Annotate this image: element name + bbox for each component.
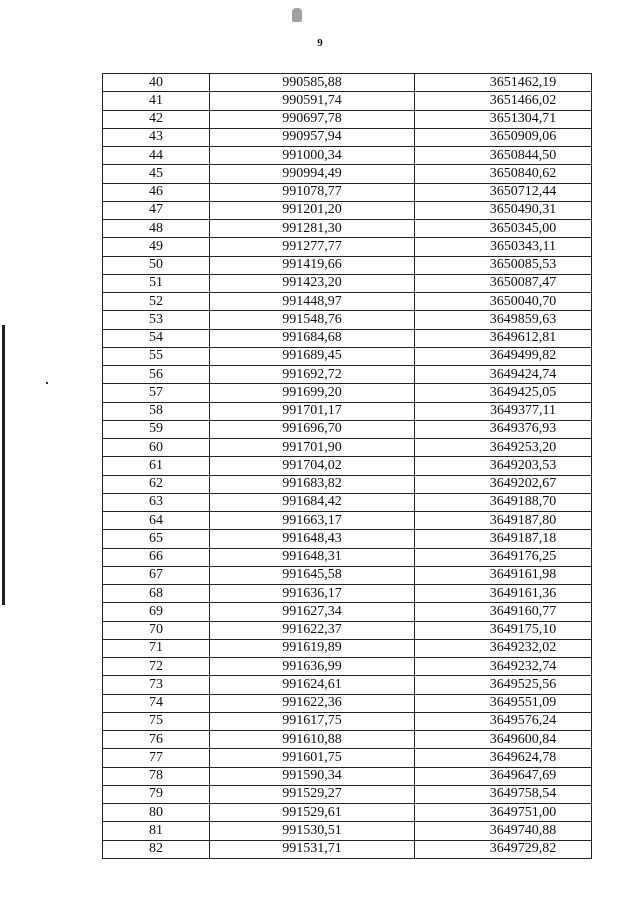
y-coordinate-cell bbox=[415, 530, 592, 548]
point-number-cell: 52 bbox=[103, 293, 210, 311]
table-row bbox=[103, 566, 592, 584]
y-coordinate-cell bbox=[415, 165, 592, 183]
y-coordinate-value: 3649525,56 bbox=[489, 676, 557, 692]
x-coordinate-cell: 991627,34 bbox=[210, 603, 415, 621]
point-number-cell: 81 bbox=[103, 822, 210, 840]
y-coordinate-value: 3649377,11 bbox=[490, 403, 556, 419]
y-coordinate-value: 3651466,02 bbox=[489, 92, 557, 108]
y-coordinate-value: 3650040,70 bbox=[489, 293, 557, 309]
y-coordinate-value: 3649187,80 bbox=[489, 512, 557, 528]
page-number: 9 bbox=[317, 37, 323, 49]
y-coordinate-value: 3649647,69 bbox=[489, 768, 557, 784]
x-coordinate-cell: 991423,20 bbox=[210, 274, 415, 292]
y-coordinate-cell bbox=[415, 639, 592, 657]
x-coordinate-cell: 991622,37 bbox=[210, 621, 415, 639]
y-coordinate-value: 3649202,67 bbox=[489, 476, 557, 492]
point-number-cell: 49 bbox=[103, 238, 210, 256]
table-row bbox=[103, 439, 592, 457]
y-coordinate-cell bbox=[415, 329, 592, 347]
table-row bbox=[103, 366, 592, 384]
point-number-cell: 82 bbox=[103, 840, 210, 858]
point-number-cell: 61 bbox=[103, 457, 210, 475]
x-coordinate-cell: 990957,94 bbox=[210, 128, 415, 146]
table-row bbox=[103, 658, 592, 676]
point-number-cell: 71 bbox=[103, 639, 210, 657]
y-coordinate-value: 3649425,05 bbox=[489, 384, 557, 400]
point-number-cell: 62 bbox=[103, 475, 210, 493]
y-coordinate-cell bbox=[415, 366, 592, 384]
point-number-cell: 57 bbox=[103, 384, 210, 402]
x-coordinate-cell: 991704,02 bbox=[210, 457, 415, 475]
y-coordinate-cell bbox=[415, 676, 592, 694]
y-coordinate-cell bbox=[415, 566, 592, 584]
x-coordinate-cell: 991530,51 bbox=[210, 822, 415, 840]
y-coordinate-cell bbox=[415, 220, 592, 238]
point-number-cell: 66 bbox=[103, 548, 210, 566]
y-coordinate-value: 3649729,82 bbox=[489, 841, 557, 857]
point-number-cell: 58 bbox=[103, 402, 210, 420]
table-row bbox=[103, 639, 592, 657]
table-row bbox=[103, 256, 592, 274]
scan-edge-bar bbox=[2, 325, 5, 605]
x-coordinate-cell: 991590,34 bbox=[210, 767, 415, 785]
table-row bbox=[103, 676, 592, 694]
y-coordinate-value: 3649188,70 bbox=[489, 494, 557, 510]
y-coordinate-cell bbox=[415, 603, 592, 621]
y-coordinate-value: 3649187,18 bbox=[489, 530, 557, 546]
table-row bbox=[103, 475, 592, 493]
x-coordinate-cell: 991684,42 bbox=[210, 493, 415, 511]
table-row bbox=[103, 457, 592, 475]
y-coordinate-cell bbox=[415, 731, 592, 749]
scan-artifact-mark bbox=[292, 8, 302, 22]
point-number-cell: 41 bbox=[103, 92, 210, 110]
y-coordinate-value: 3649740,88 bbox=[489, 822, 557, 838]
y-coordinate-value: 3650840,62 bbox=[489, 165, 557, 181]
point-number-cell: 72 bbox=[103, 658, 210, 676]
table-row bbox=[103, 329, 592, 347]
y-coordinate-cell bbox=[415, 804, 592, 822]
y-coordinate-cell bbox=[415, 311, 592, 329]
table-row bbox=[103, 785, 592, 803]
y-coordinate-cell bbox=[415, 293, 592, 311]
point-number-cell: 79 bbox=[103, 785, 210, 803]
x-coordinate-cell: 991601,75 bbox=[210, 749, 415, 767]
y-coordinate-cell bbox=[415, 785, 592, 803]
point-number-cell: 46 bbox=[103, 183, 210, 201]
x-coordinate-cell: 991448,97 bbox=[210, 293, 415, 311]
y-coordinate-value: 3650844,50 bbox=[489, 147, 557, 163]
point-number-cell: 68 bbox=[103, 585, 210, 603]
point-number-cell: 53 bbox=[103, 311, 210, 329]
y-coordinate-value: 3649576,24 bbox=[489, 713, 557, 729]
y-coordinate-value: 3650712,44 bbox=[489, 184, 557, 200]
x-coordinate-cell: 991683,82 bbox=[210, 475, 415, 493]
table-row bbox=[103, 731, 592, 749]
y-coordinate-value: 3649859,63 bbox=[489, 311, 557, 327]
x-coordinate-cell: 991619,89 bbox=[210, 639, 415, 657]
x-coordinate-cell: 991078,77 bbox=[210, 183, 415, 201]
y-coordinate-cell bbox=[415, 420, 592, 438]
point-number-cell: 47 bbox=[103, 201, 210, 219]
y-coordinate-cell bbox=[415, 475, 592, 493]
table-row bbox=[103, 183, 592, 201]
y-coordinate-value: 3649161,36 bbox=[489, 585, 557, 601]
y-coordinate-value: 3650909,06 bbox=[489, 129, 557, 145]
y-coordinate-cell bbox=[415, 658, 592, 676]
x-coordinate-cell: 991531,71 bbox=[210, 840, 415, 858]
point-number-cell: 60 bbox=[103, 439, 210, 457]
y-coordinate-cell bbox=[415, 402, 592, 420]
x-coordinate-cell: 990994,49 bbox=[210, 165, 415, 183]
table-row bbox=[103, 92, 592, 110]
x-coordinate-cell: 991529,61 bbox=[210, 804, 415, 822]
y-coordinate-cell bbox=[415, 840, 592, 858]
y-coordinate-cell bbox=[415, 585, 592, 603]
point-number-cell: 40 bbox=[103, 74, 210, 92]
table-row bbox=[103, 712, 592, 730]
y-coordinate-value: 3649758,54 bbox=[489, 786, 557, 802]
y-coordinate-cell bbox=[415, 493, 592, 511]
table-row bbox=[103, 840, 592, 858]
y-coordinate-cell bbox=[415, 92, 592, 110]
y-coordinate-cell bbox=[415, 822, 592, 840]
table-row bbox=[103, 274, 592, 292]
table-row bbox=[103, 128, 592, 146]
y-coordinate-cell bbox=[415, 347, 592, 365]
point-number-cell: 43 bbox=[103, 128, 210, 146]
table-row bbox=[103, 822, 592, 840]
x-coordinate-cell: 991645,58 bbox=[210, 566, 415, 584]
y-coordinate-value: 3649232,74 bbox=[489, 658, 557, 674]
point-number-cell: 44 bbox=[103, 147, 210, 165]
x-coordinate-cell: 991696,70 bbox=[210, 420, 415, 438]
x-coordinate-cell: 991419,66 bbox=[210, 256, 415, 274]
y-coordinate-cell bbox=[415, 147, 592, 165]
y-coordinate-value: 3649551,09 bbox=[489, 695, 557, 711]
point-number-cell: 64 bbox=[103, 512, 210, 530]
table-row bbox=[103, 293, 592, 311]
point-number-cell: 63 bbox=[103, 493, 210, 511]
y-coordinate-cell bbox=[415, 621, 592, 639]
x-coordinate-cell: 991699,20 bbox=[210, 384, 415, 402]
table-row bbox=[103, 384, 592, 402]
table-row bbox=[103, 147, 592, 165]
table-row bbox=[103, 512, 592, 530]
point-number-cell: 50 bbox=[103, 256, 210, 274]
y-coordinate-value: 3650345,00 bbox=[489, 220, 557, 236]
x-coordinate-cell: 991684,68 bbox=[210, 329, 415, 347]
point-number-cell: 42 bbox=[103, 110, 210, 128]
x-coordinate-cell: 991648,31 bbox=[210, 548, 415, 566]
table-row bbox=[103, 493, 592, 511]
coordinates-table-body bbox=[103, 74, 592, 859]
point-number-cell: 59 bbox=[103, 420, 210, 438]
table-row bbox=[103, 165, 592, 183]
y-coordinate-cell bbox=[415, 384, 592, 402]
y-coordinate-cell bbox=[415, 183, 592, 201]
table-row bbox=[103, 201, 592, 219]
table-row bbox=[103, 220, 592, 238]
y-coordinate-value: 3650085,53 bbox=[489, 257, 557, 273]
x-coordinate-cell: 991000,34 bbox=[210, 147, 415, 165]
point-number-cell: 75 bbox=[103, 712, 210, 730]
y-coordinate-value: 3649751,00 bbox=[489, 804, 557, 820]
y-coordinate-value: 3650343,11 bbox=[490, 238, 556, 254]
y-coordinate-value: 3649232,02 bbox=[489, 640, 557, 656]
y-coordinate-cell bbox=[415, 74, 592, 92]
table-row bbox=[103, 238, 592, 256]
y-coordinate-value: 3649175,10 bbox=[489, 622, 557, 638]
x-coordinate-cell: 991701,17 bbox=[210, 402, 415, 420]
y-coordinate-value: 3649612,81 bbox=[489, 330, 557, 346]
table-row bbox=[103, 767, 592, 785]
x-coordinate-cell: 991636,17 bbox=[210, 585, 415, 603]
y-coordinate-value: 3649160,77 bbox=[489, 603, 557, 619]
y-coordinate-cell bbox=[415, 694, 592, 712]
y-coordinate-value: 3649600,84 bbox=[489, 731, 557, 747]
y-coordinate-cell bbox=[415, 238, 592, 256]
y-coordinate-value: 3649376,93 bbox=[489, 421, 557, 437]
y-coordinate-value: 3651304,71 bbox=[489, 111, 557, 127]
point-number-cell: 78 bbox=[103, 767, 210, 785]
y-coordinate-cell bbox=[415, 256, 592, 274]
table-row bbox=[103, 603, 592, 621]
point-number-cell: 74 bbox=[103, 694, 210, 712]
y-coordinate-cell bbox=[415, 767, 592, 785]
table-row bbox=[103, 749, 592, 767]
table-row bbox=[103, 804, 592, 822]
point-number-cell: 80 bbox=[103, 804, 210, 822]
point-number-cell: 70 bbox=[103, 621, 210, 639]
x-coordinate-cell: 991617,75 bbox=[210, 712, 415, 730]
point-number-cell: 45 bbox=[103, 165, 210, 183]
table-row bbox=[103, 621, 592, 639]
point-number-cell: 67 bbox=[103, 566, 210, 584]
x-coordinate-cell: 991648,43 bbox=[210, 530, 415, 548]
y-coordinate-cell bbox=[415, 110, 592, 128]
point-number-cell: 76 bbox=[103, 731, 210, 749]
y-coordinate-value: 3651462,19 bbox=[489, 74, 557, 90]
y-coordinate-cell bbox=[415, 274, 592, 292]
y-coordinate-value: 3649161,98 bbox=[489, 567, 557, 583]
x-coordinate-cell: 991610,88 bbox=[210, 731, 415, 749]
y-coordinate-value: 3649203,53 bbox=[489, 457, 557, 473]
table-row bbox=[103, 402, 592, 420]
point-number-cell: 48 bbox=[103, 220, 210, 238]
y-coordinate-cell bbox=[415, 712, 592, 730]
table-row bbox=[103, 585, 592, 603]
y-coordinate-value: 3649624,78 bbox=[489, 749, 557, 765]
y-coordinate-value: 3649176,25 bbox=[489, 549, 557, 565]
point-number-cell: 77 bbox=[103, 749, 210, 767]
point-number-cell: 73 bbox=[103, 676, 210, 694]
point-number-cell: 54 bbox=[103, 329, 210, 347]
y-coordinate-cell bbox=[415, 457, 592, 475]
table-row bbox=[103, 694, 592, 712]
point-number-cell: 69 bbox=[103, 603, 210, 621]
table-row bbox=[103, 548, 592, 566]
y-coordinate-cell bbox=[415, 749, 592, 767]
point-number-cell: 56 bbox=[103, 366, 210, 384]
scan-dot bbox=[46, 382, 48, 384]
y-coordinate-cell bbox=[415, 201, 592, 219]
point-number-cell: 51 bbox=[103, 274, 210, 292]
x-coordinate-cell: 991281,30 bbox=[210, 220, 415, 238]
x-coordinate-cell: 991624,61 bbox=[210, 676, 415, 694]
x-coordinate-cell: 991701,90 bbox=[210, 439, 415, 457]
x-coordinate-cell: 990585,88 bbox=[210, 74, 415, 92]
y-coordinate-cell bbox=[415, 128, 592, 146]
x-coordinate-cell: 991689,45 bbox=[210, 347, 415, 365]
table-row bbox=[103, 347, 592, 365]
y-coordinate-value: 3649253,20 bbox=[489, 439, 557, 455]
coordinates-table bbox=[102, 73, 592, 859]
table-row bbox=[103, 110, 592, 128]
x-coordinate-cell: 991201,20 bbox=[210, 201, 415, 219]
table-row bbox=[103, 74, 592, 92]
x-coordinate-cell: 990591,74 bbox=[210, 92, 415, 110]
x-coordinate-cell: 991548,76 bbox=[210, 311, 415, 329]
y-coordinate-cell bbox=[415, 439, 592, 457]
x-coordinate-cell: 991622,36 bbox=[210, 694, 415, 712]
y-coordinate-cell bbox=[415, 512, 592, 530]
point-number-cell: 65 bbox=[103, 530, 210, 548]
y-coordinate-value: 3650490,31 bbox=[489, 202, 557, 218]
x-coordinate-cell: 991277,77 bbox=[210, 238, 415, 256]
y-coordinate-cell bbox=[415, 548, 592, 566]
point-number-cell: 55 bbox=[103, 347, 210, 365]
y-coordinate-value: 3649424,74 bbox=[489, 366, 557, 382]
x-coordinate-cell: 990697,78 bbox=[210, 110, 415, 128]
x-coordinate-cell: 991529,27 bbox=[210, 785, 415, 803]
table-row bbox=[103, 420, 592, 438]
x-coordinate-cell: 991663,17 bbox=[210, 512, 415, 530]
table-row bbox=[103, 311, 592, 329]
x-coordinate-cell: 991636,99 bbox=[210, 658, 415, 676]
table-row bbox=[103, 530, 592, 548]
x-coordinate-cell: 991692,72 bbox=[210, 366, 415, 384]
y-coordinate-value: 3650087,47 bbox=[489, 275, 557, 291]
y-coordinate-value: 3649499,82 bbox=[489, 348, 557, 364]
